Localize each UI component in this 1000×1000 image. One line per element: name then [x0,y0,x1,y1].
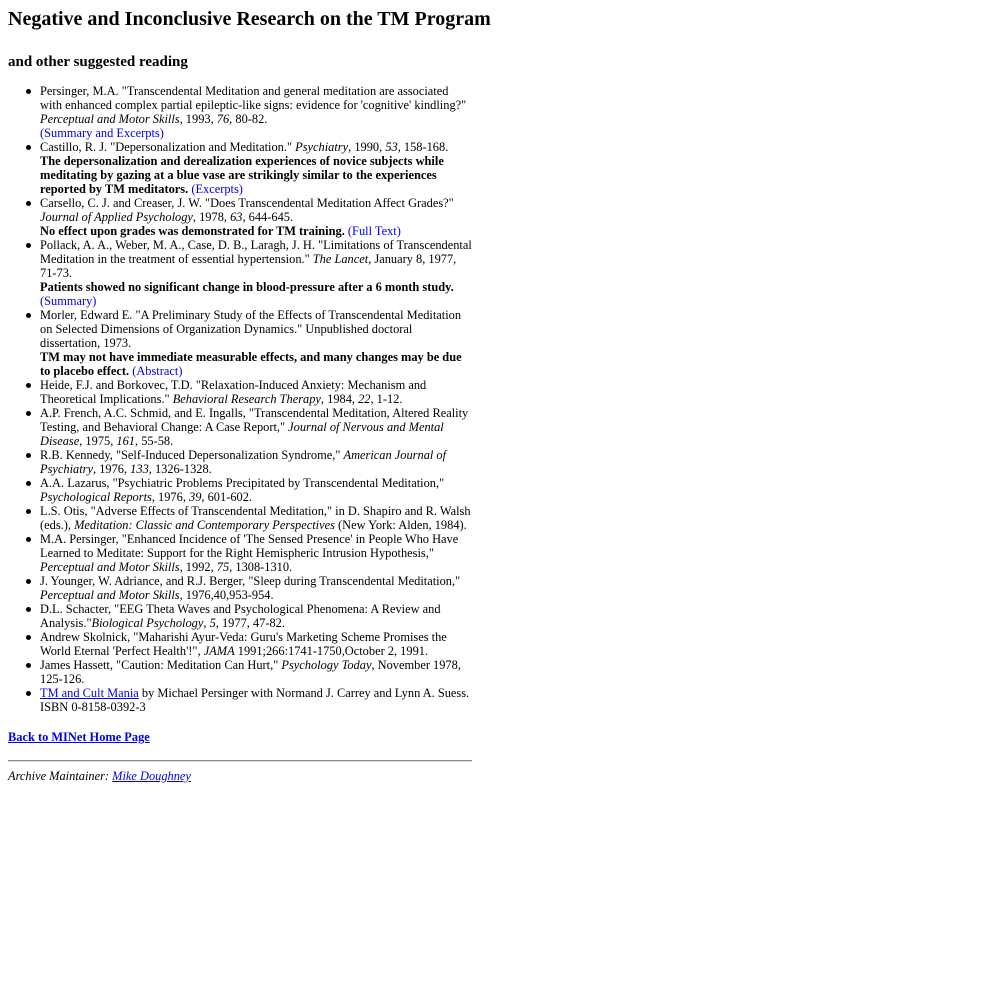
finding-summary: TM may not have immediate measurable effects, and many changes may be due to placebo effect. [40,350,462,378]
citation-text: R.B. Kennedy, "Self-Induced Depersonalization Syndrome," [40,448,344,462]
maintainer-line [8,769,472,783]
excerpt-link[interactable]: (Abstract) [132,364,183,378]
page-subtitle: and other suggested reading [8,54,188,70]
citation-text: James Hassett, "Caution: Meditation Can Hurt," [40,658,282,672]
volume-number: 133 [130,462,149,476]
journal-name: Meditation: Classic and Contemporary Perspectives [74,518,335,532]
maintainer-label: Archive Maintainer: [8,769,113,783]
journal-name: JAMA [203,644,235,658]
citation-separator: , 1993, [179,112,217,126]
citation-details: by Michael Persinger with Normand J. Carrey and Lynn A. Suess. ISBN 0-8158-0392-3 [40,686,470,714]
journal-name: Behavioral Research Therapy [172,392,321,406]
journal-name: Psychiatry [295,140,349,154]
citation-text: A.P. French, A.C. Schmid, and E. Ingalls, "Transcendental Meditation, Altered Reality Testing, and Behavioral Change: A Case Report," [40,406,469,434]
list-item [40,602,472,630]
list-item [40,532,472,574]
list-item [40,140,472,196]
maintainer-link[interactable]: Mike Doughney [112,769,191,783]
volume-number: 5 [209,616,216,630]
citation-details: , 1-12. [370,392,403,406]
list-item [40,406,472,448]
journal-name: American Journal of Psychiatry [40,448,447,476]
volume-number: 39 [189,490,202,504]
citation-details: , 644-645. [242,210,294,224]
volume-number: 161 [116,434,135,448]
citation-text: Carsello, C. J. and Creaser, J. W. "Does Transcendental Meditation Affect Grades?" [40,196,454,210]
book-link[interactable]: TM and Cult Mania [40,686,139,700]
citation-text: A.A. Lazarus, "Psychiatric Problems Precipitated by Transcendental Meditation," [40,476,445,490]
citation-separator: , 1984, [320,392,359,406]
citation-details: , 1326-1328. [148,462,212,476]
volume-number: 63 [230,210,243,224]
back-home-link[interactable]: Back to MINet Home Page [8,730,150,744]
citation-text: Persinger, M.A. "Transcendental Meditation and general meditation are associated with enhanced complex partial epileptic-like signs: evidence for 'cognitive' kindling?" [40,84,467,112]
journal-name: Journal of Applied Psychology [40,210,193,224]
volume-number: 76 [216,112,230,126]
excerpt-link[interactable]: (Excerpts) [191,182,243,196]
list-item [40,238,472,308]
volume-number: 75 [216,560,230,574]
list-item [40,476,472,504]
citation-details: , 1308-1310. [229,560,293,574]
citation-separator: , 1976, [151,490,190,504]
excerpt-link[interactable]: (Full Text) [347,224,401,238]
back-link-container [8,730,472,744]
finding-summary: Patients showed no significant change in blood-pressure after a 6 month study. [40,280,454,294]
citation-text: Castillo, R. J. "Depersonalization and Meditation." [40,140,296,154]
citation-text: Andrew Skolnick, "Maharishi Ayur-Veda: Guru's Marketing Scheme Promises the World Eternal 'Perfect Health'!", [40,630,447,658]
list-item [40,378,472,406]
citation-details: (New York: Alden, 1984). [334,518,467,532]
list-item [40,504,472,532]
citation-separator: , 1992, [179,560,217,574]
citation-details: , 601-602. [201,490,252,504]
finding-summary: The depersonalization and derealization experiences of novice subjects while meditating by gazing at a blue vase are strikingly similar to the experiences reported by TM meditators. [40,154,444,196]
journal-name: Journal of Nervous and Mental Disease [40,420,444,448]
list-item [40,84,472,140]
citation-details: , 1976,40,953-954. [179,588,274,602]
excerpt-link[interactable]: (Summary) [40,294,97,308]
citation-details: , January 8, 1977, 71-73. [40,252,457,280]
list-item [40,658,472,686]
list-item [40,196,472,238]
journal-name: The Lancet [312,252,369,266]
divider [8,760,472,762]
citation-details: , 1977, 47-82. [215,616,285,630]
citation-details: , November 1978, 125-126. [40,658,461,686]
citation-separator: , 1978, [192,210,231,224]
citation-details: , 158-168. [397,140,449,154]
journal-name: Perceptual and Motor Skills [40,112,180,126]
citation-text: J. Younger, W. Adriance, and R.J. Berger, "Sleep during Transcendental Meditation," [40,574,461,588]
citation-text: Morler, Edward E. "A Preliminary Study of the Effects of Transcendental Meditation on Selected Dimensions of Organization Dynamics." Unpublished doctoral dissertation, 1973. [40,308,462,350]
citation-separator: , 1976, [93,462,131,476]
list-item [40,630,472,658]
citation-separator: , 1990, [348,140,386,154]
citation-text: L.S. Otis, "Adverse Effects of Transcendental Meditation," in D. Shapiro and R. Walsh (eds.), [40,504,471,532]
list-item [40,574,472,602]
journal-name: Perceptual and Motor Skills [40,560,180,574]
citation-details: , 80-82. [229,112,268,126]
list-item [40,686,472,714]
journal-name: Biological Psychology [91,616,204,630]
journal-name: Perceptual and Motor Skills [40,588,180,602]
citation-details: 1991;266:1741-1750,October 2, 1991. [234,644,429,658]
list-item [40,308,472,378]
journal-name: Psychology Today [281,658,372,672]
page-title: Negative and Inconclusive Research on the TM Program [8,8,491,30]
citation-text: Heide, F.J. and Borkovec, T.D. "Relaxation-Induced Anxiety: Mechanism and Theoretical Implications." [40,378,427,406]
reference-list [8,84,472,714]
citation-text: M.A. Persinger, "Enhanced Incidence of 'The Sensed Presence' in People Who Have Learned to Meditate: Support for the Right Hemispheric Intrusion Hypothesis," [40,532,459,560]
list-item [40,448,472,476]
citation-text: D.L. Schacter, "EEG Theta Waves and Psychological Phenomena: A Review and Analysis." [40,602,441,630]
journal-name: Psychological Reports [40,490,152,504]
citation-separator: , [203,616,210,630]
volume-number: 22 [358,392,371,406]
excerpt-link[interactable]: (Summary and Excerpts) [40,126,164,140]
finding-summary: No effect upon grades was demonstrated for TM training. [40,224,345,238]
citation-details: , 55-58. [135,434,174,448]
page [8,0,491,783]
citation-text: Pollack, A. A., Weber, M. A., Case, D. B., Laragh, J. H. "Limitations of Transcendental Meditation in the treatment of essential hypertension." [40,238,472,266]
volume-number: 53 [385,140,398,154]
citation-separator: , 1975, [79,434,117,448]
